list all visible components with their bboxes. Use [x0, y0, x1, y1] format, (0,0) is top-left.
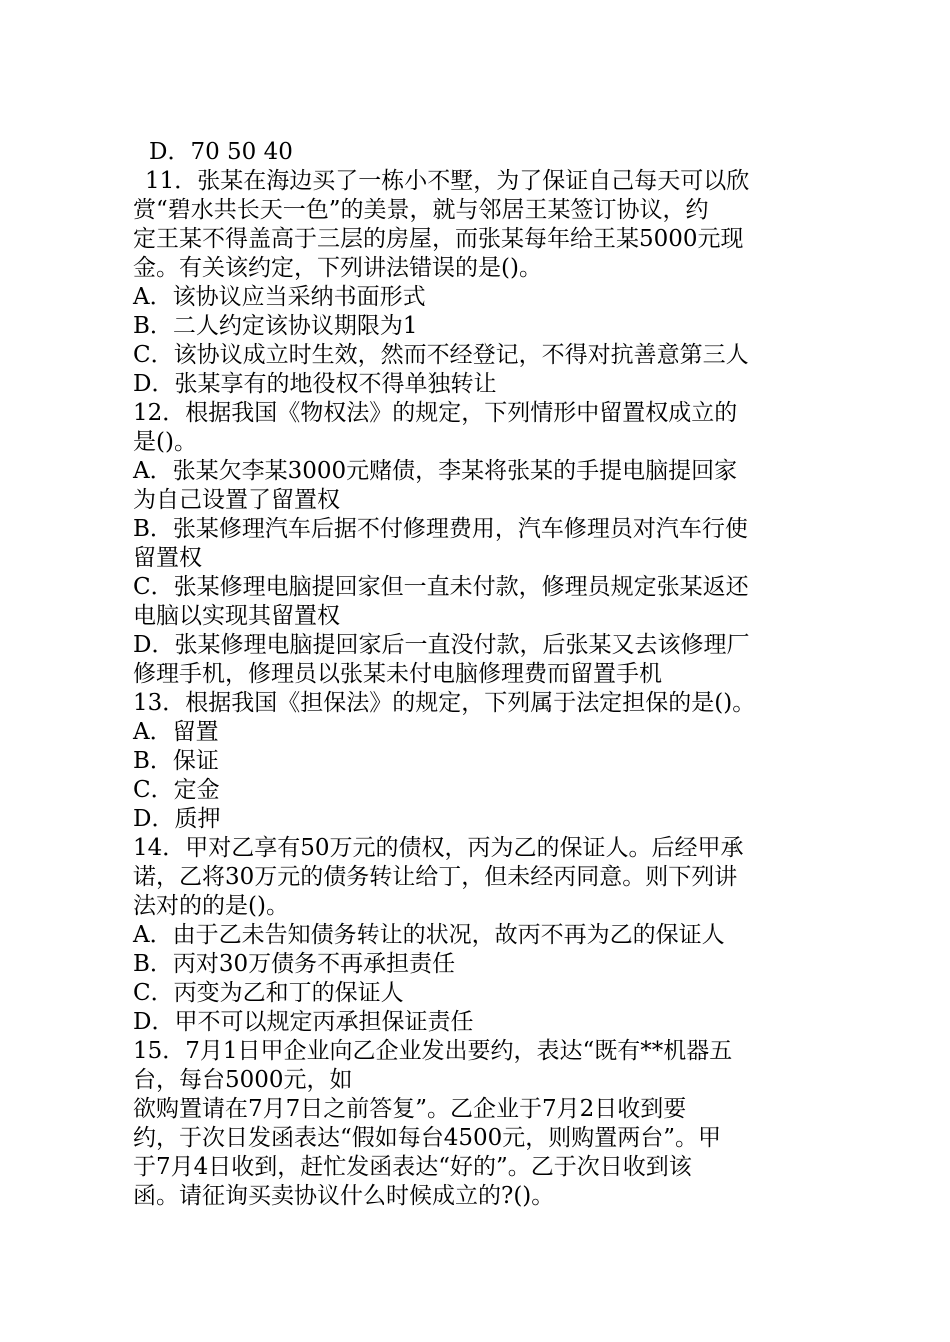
question-15-line4: 约，于次日发函表达“假如每台4500元，则购置两台”。甲: [133, 1125, 722, 1151]
question-15-line5: 于7月4日收到，赶忙发函表达“好的”。乙于次日收到该: [133, 1154, 692, 1180]
question-12: 12．根据我国《物权法》的规定，下列情形中留置权成立的: [133, 400, 738, 426]
question-11: 11．张某在海边买了一栋小不墅，为了保证自己每天可以欣: [145, 168, 750, 194]
option-c-q12: C．张某修理电脑提回家但一直未付款，修理员规定张某返还: [133, 574, 749, 600]
question-13: 13．根据我国《担保法》的规定，下列属于法定担保的是()。: [133, 690, 756, 716]
question-14-line2: 诺，乙将30万元的债务转让给丁，但未经丙同意。则下列讲: [133, 864, 738, 890]
option-c-q11: C．该协议成立时生效，然而不经登记，不得对抗善意第三人: [133, 342, 749, 368]
option-b-q12-line2: 留置权: [133, 545, 202, 571]
option-c-q12-line2: 电脑以实现其留置权: [133, 603, 340, 629]
question-11-line4: 金。有关该约定，下列讲法错误的是()。: [133, 255, 542, 281]
document-page: [133, 138, 823, 1211]
option-a-q13: A．留置: [133, 719, 219, 745]
question-11-line2: 赏“碧水共长天一色”的美景，就与邻居王某签订协议，约: [133, 197, 709, 223]
option-b-q13: B．保证: [133, 748, 219, 774]
option-b-q11: B．二人约定该协议期限为1: [133, 313, 418, 339]
question-14: 14．甲对乙享有50万元的债权，丙为乙的保证人。后经甲承: [133, 835, 744, 861]
question-15-line2: 台，每台5000元，如: [133, 1067, 353, 1093]
option-d-q12: D．张某修理电脑提回家后一直没付款，后张某又去该修理厂: [133, 632, 750, 658]
option-a-q12-line2: 为自己设置了留置权: [133, 487, 340, 513]
option-a-q11: A．该协议应当采纳书面形式: [133, 284, 426, 310]
option-d-q10: D．70 50 40: [149, 139, 293, 165]
option-b-q12: B．张某修理汽车后据不付修理费用，汽车修理员对汽车行使: [133, 516, 748, 542]
option-a-q14: A．由于乙未告知债务转让的状况，故丙不再为乙的保证人: [133, 922, 725, 948]
option-b-q14: B．丙对30万债务不再承担责任: [133, 951, 456, 977]
question-14-line3: 法对的的是()。: [133, 893, 289, 919]
option-d-q14: D．甲不可以规定丙承担保证责任: [133, 1009, 474, 1035]
question-11-line3: 定王某不得盖高于三层的房屋，而张某每年给王某5000元现: [133, 226, 744, 252]
option-c-q13: C．定金: [133, 777, 220, 803]
question-15: 15．7月1日甲企业向乙企业发出要约，表达“既有**机器五: [133, 1038, 733, 1064]
option-d-q12-line2: 修理手机，修理员以张某未付电脑修理费而留置手机: [133, 661, 662, 687]
option-d-q13: D．质押: [133, 806, 221, 832]
question-15-line6: 函。请征询买卖协议什么时候成立的?()。: [133, 1183, 555, 1209]
option-d-q11: D．张某享有的地役权不得单独转让: [133, 371, 497, 397]
option-c-q14: C．丙变为乙和丁的保证人: [133, 980, 404, 1006]
question-15-line3: 欲购置请在7月7日之前答复”。乙企业于7月2日收到要: [133, 1096, 687, 1122]
question-12-line2: 是()。: [133, 429, 197, 455]
option-a-q12: A．张某欠李某3000元赌债，李某将张某的手提电脑提回家: [133, 458, 738, 484]
